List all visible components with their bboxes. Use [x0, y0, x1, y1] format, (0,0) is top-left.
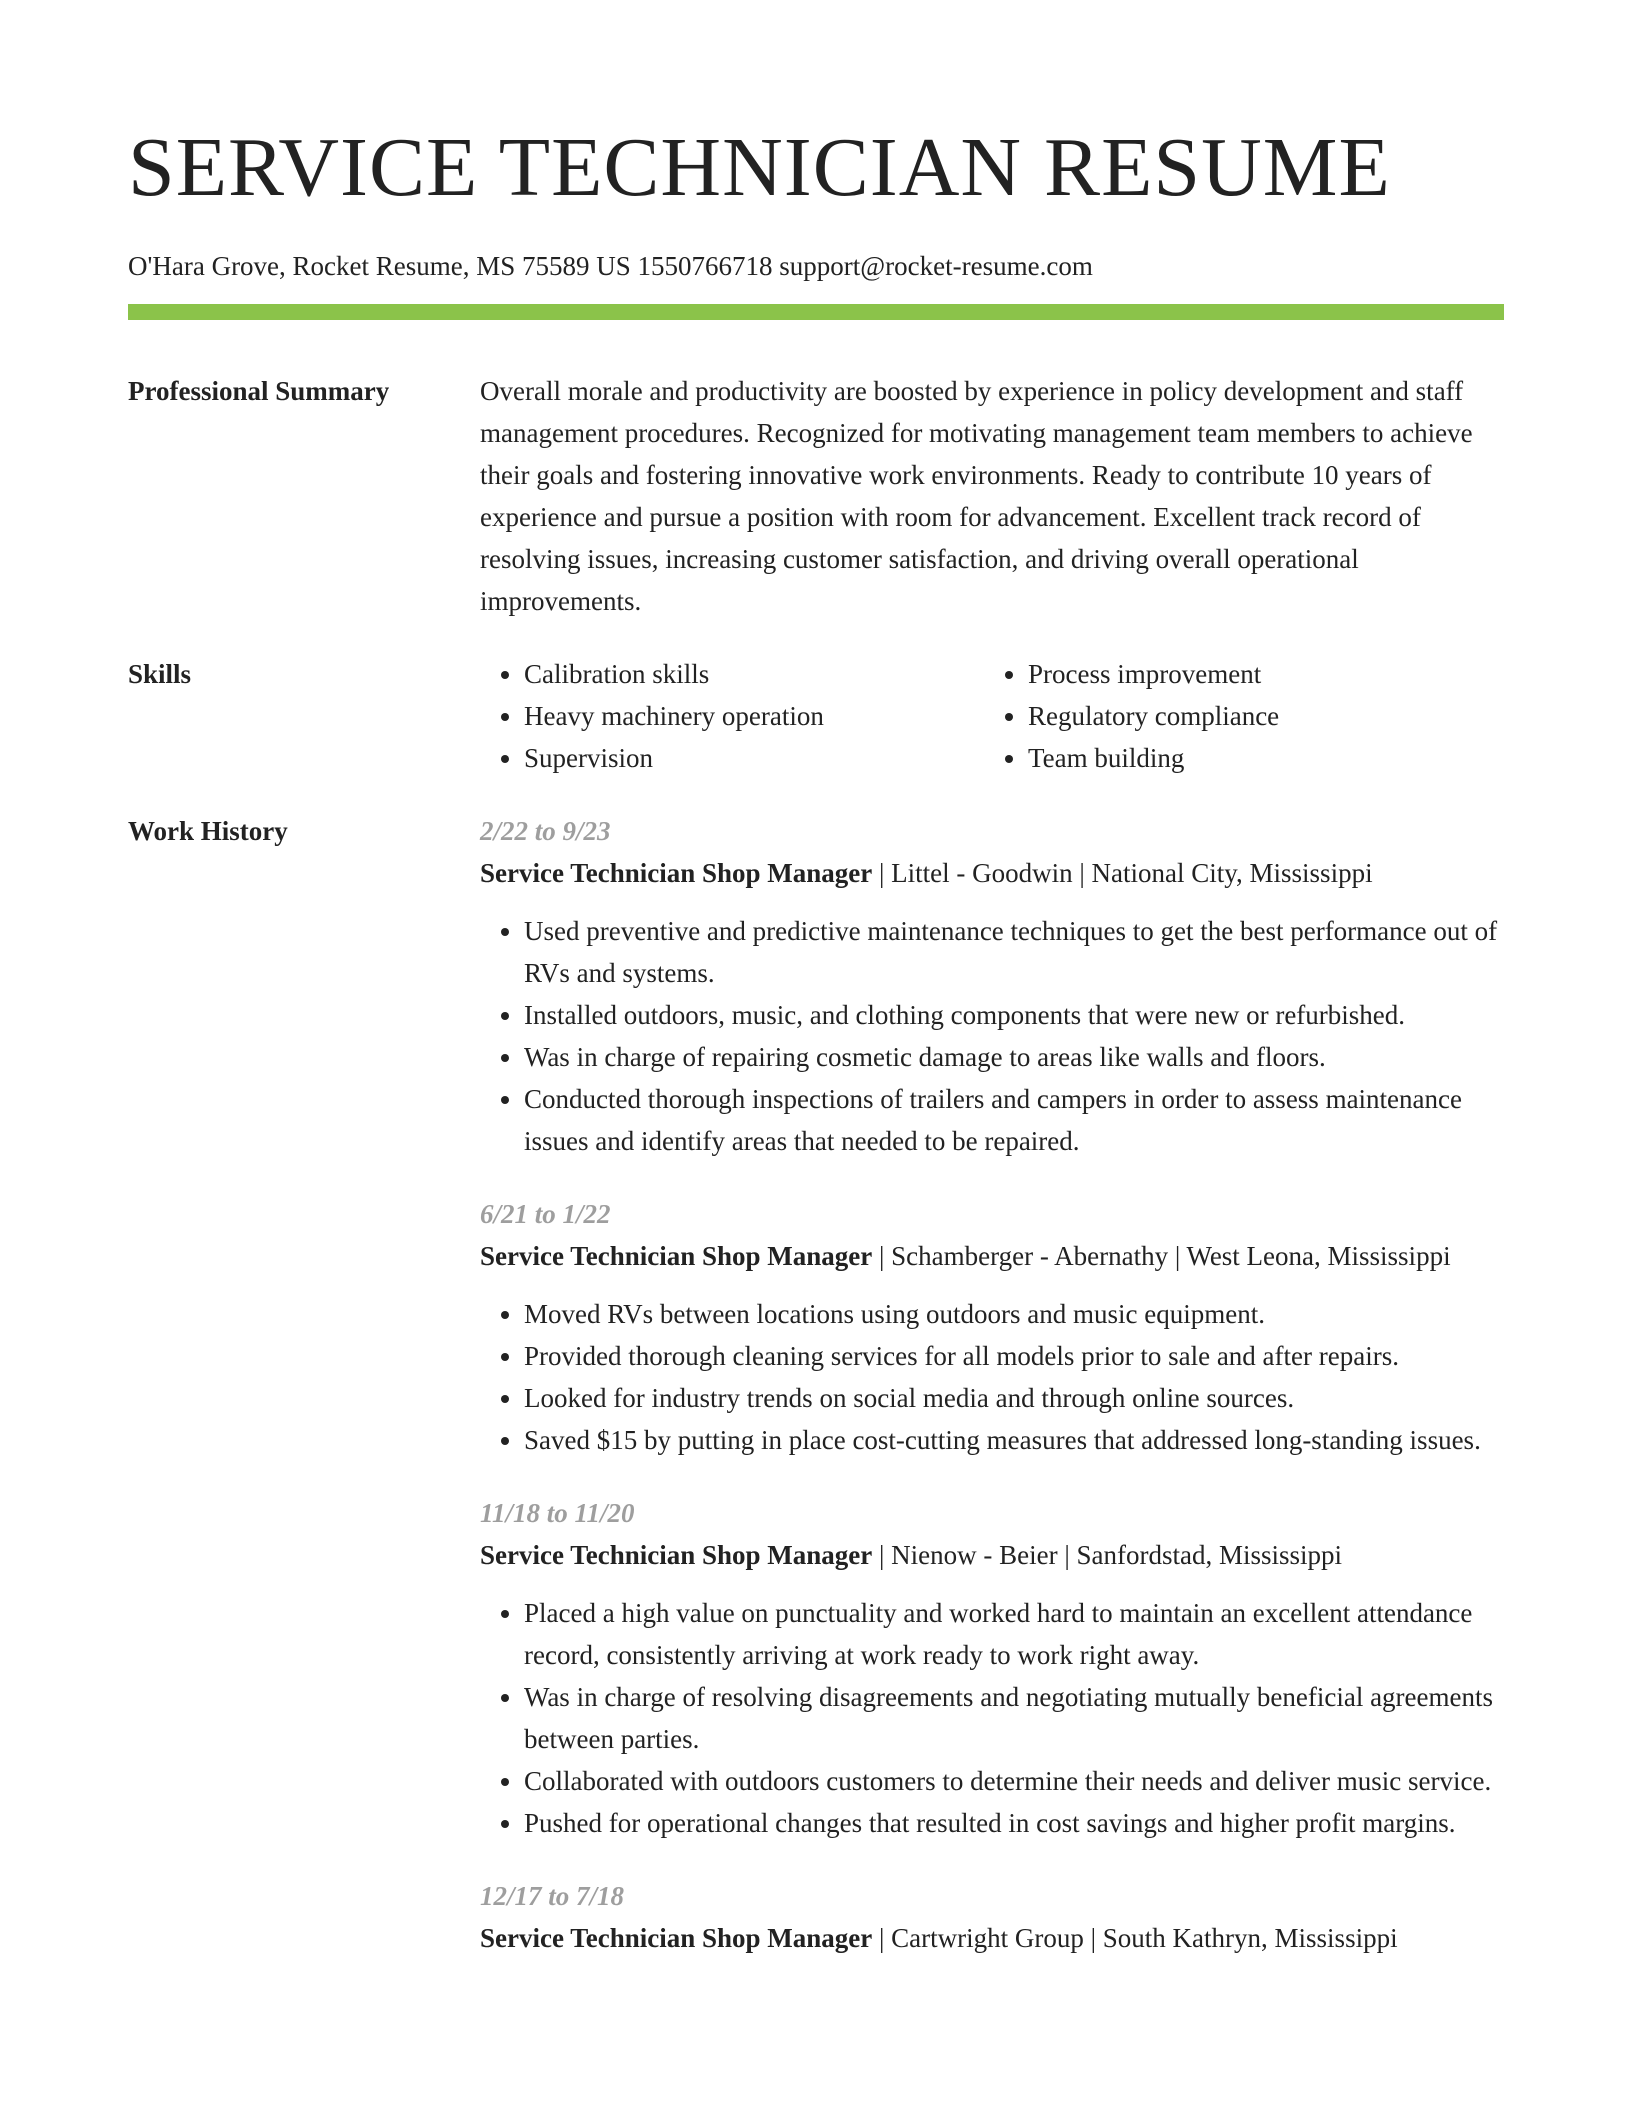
job-bullet: • Collaborated with outdoors customers to determine their needs and deliver music service. [524, 1760, 1504, 1802]
job-dates: 6/21 to 1/22 [480, 1199, 611, 1229]
job-employer-location: | Schamberger - Abernathy | West Leona, Mississippi [872, 1241, 1451, 1271]
job-bullet: • Conducted thorough inspections of trailers and campers in order to assess maintenance issues and identify areas that needed to be repaired. [524, 1078, 1504, 1162]
skill-item: • Regulatory compliance [1028, 695, 1488, 737]
job-title: Service Technician Shop Manager [480, 1923, 873, 1953]
job-heading [480, 852, 1504, 894]
job-entry [480, 1875, 1504, 1959]
resume-page [128, 0, 1504, 1990]
job-heading [480, 1917, 1504, 1959]
skill-item: • Process improvement [1028, 653, 1488, 695]
job-bullet: • Used preventive and predictive maintenance techniques to get the best performance out of RVs and systems. [524, 910, 1504, 994]
job-bullet: • Looked for industry trends on social media and through online sources. [524, 1377, 1504, 1419]
work-history-section [128, 810, 1504, 1990]
job-bullet: • Moved RVs between locations using outdoors and music equipment. [524, 1293, 1504, 1335]
job-dates: 2/22 to 9/23 [480, 816, 611, 846]
job-title: Service Technician Shop Manager [480, 1241, 873, 1271]
job-heading [480, 1534, 1504, 1576]
job-bullet: • Installed outdoors, music, and clothing components that were new or refurbished. [524, 994, 1504, 1036]
job-employer-location: | Littel - Goodwin | National City, Mississippi [872, 858, 1373, 888]
job-employer-location: | Nienow - Beier | Sanfordstad, Mississippi [872, 1540, 1343, 1570]
job-bullet: • Provided thorough cleaning services for all models prior to sale and after repairs. [524, 1335, 1504, 1377]
job-bullets [480, 1592, 1504, 1844]
job-dates: 11/18 to 11/20 [480, 1498, 635, 1528]
job-bullet: • Placed a high value on punctuality and worked hard to maintain an excellent attendance record, consistently arriving at work ready to work right away. [524, 1592, 1504, 1676]
contact-line: O'Hara Grove, Rocket Resume, MS 75589 US 1550766718 support@rocket-resume.com [128, 251, 1093, 281]
job-bullets [480, 910, 1504, 1162]
job-bullet: • Saved $15 by putting in place cost-cutting measures that addressed long-standing issues. [524, 1419, 1504, 1461]
skill-item: • Team building [1028, 737, 1488, 779]
job-employer-location: | Cartwright Group | South Kathryn, Mississippi [872, 1923, 1398, 1953]
job-heading [480, 1235, 1504, 1277]
job-bullet: • Was in charge of repairing cosmetic damage to areas like walls and floors. [524, 1036, 1504, 1078]
accent-divider [128, 304, 1504, 320]
skill-item: • Supervision [524, 737, 984, 779]
skill-item: • Heavy machinery operation [524, 695, 984, 737]
job-entry [480, 1193, 1504, 1461]
section-heading: Skills [128, 659, 192, 689]
job-title: Service Technician Shop Manager [480, 1540, 873, 1570]
job-entry [480, 810, 1504, 1162]
skills-list-right [984, 653, 1488, 779]
job-bullets [480, 1293, 1504, 1461]
skill-item: • Calibration skills [524, 653, 984, 695]
job-title: Service Technician Shop Manager [480, 858, 873, 888]
skills-section [128, 653, 1504, 779]
job-dates: 12/17 to 7/18 [480, 1881, 625, 1911]
job-entry [480, 1492, 1504, 1844]
job-bullet: • Pushed for operational changes that resulted in cost savings and higher profit margins. [524, 1802, 1504, 1844]
skills-list-left [480, 653, 984, 779]
summary-text: Overall morale and productivity are boosted by experience in policy development and staff management procedures. Recognized for motivating management team members to achieve their goals and fostering innovative work environments. Ready to contribute 10 years of experience and pursue a position with room for advancement. Excellent track record of resolving issues, increasing customer satisfaction, and driving overall operational improvements. [480, 376, 1473, 616]
professional-summary-section [128, 370, 1504, 622]
section-heading: Work History [128, 816, 288, 846]
resume-title: SERVICE TECHNICIAN RESUME [128, 121, 1391, 214]
section-heading: Professional Summary [128, 376, 390, 406]
job-bullet: • Was in charge of resolving disagreements and negotiating mutually beneficial agreements between parties. [524, 1676, 1504, 1760]
